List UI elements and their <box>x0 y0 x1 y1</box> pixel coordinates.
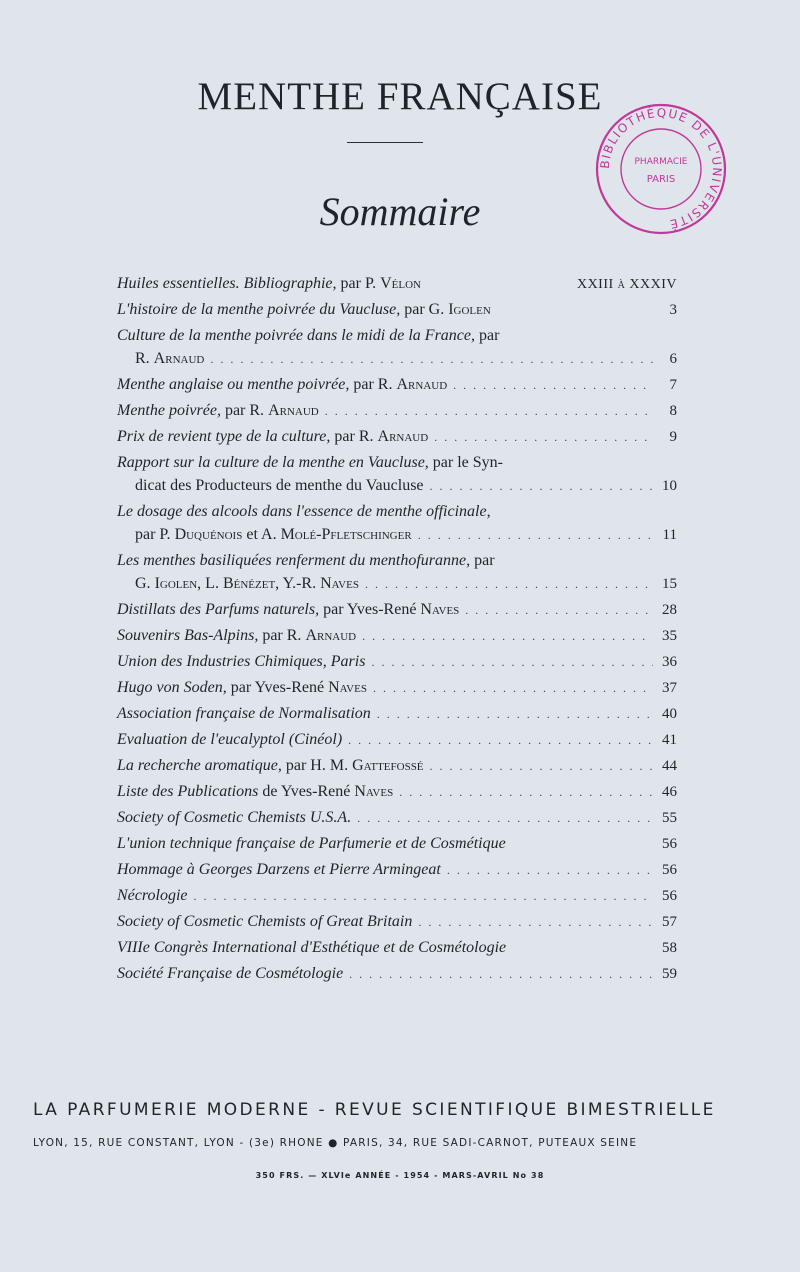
dot-leader <box>453 374 653 397</box>
toc-entry <box>117 806 677 830</box>
toc-title: Prix de revient type de la culture, <box>117 428 331 445</box>
toc-entry <box>117 624 677 648</box>
toc-title: Hommage à Georges Darzens et Pierre Armingeat <box>117 861 441 878</box>
page-number: 37 <box>662 680 677 696</box>
toc-by: par P. <box>336 275 381 292</box>
toc-line <box>117 347 677 371</box>
toc-title: Société Française de Cosmétologie <box>117 965 344 982</box>
toc-author: Igolen <box>448 301 491 318</box>
issue-info: 350 FRS. — XLVIe ANNÉE - 1954 - MARS-AVRIL No 38 <box>255 1171 545 1180</box>
title-divider <box>347 142 423 143</box>
dot-leader <box>418 524 653 547</box>
toc-line <box>117 754 677 778</box>
toc-by: par <box>475 327 500 344</box>
toc-line <box>117 298 677 322</box>
stamp-center-top: PHARMACIE <box>634 157 688 167</box>
table-of-contents <box>117 272 677 986</box>
dot-leader <box>465 599 653 622</box>
page-number: 59 <box>662 966 677 982</box>
dot-leader <box>348 729 653 752</box>
toc-by: par R. <box>349 376 397 393</box>
page-number: 35 <box>662 628 677 644</box>
toc-title: Souvenirs Bas-Alpins, <box>117 627 259 644</box>
toc-entry <box>117 780 677 804</box>
toc-entry <box>117 910 677 934</box>
toc-by: par <box>470 552 495 569</box>
toc-title: Society of Cosmetic Chemists U.S.A. <box>117 809 352 826</box>
toc-entry <box>117 324 677 371</box>
toc-entry <box>117 500 677 547</box>
page-number: 57 <box>662 914 677 930</box>
page-number: 40 <box>662 706 677 722</box>
toc-title: Le dosage des alcools dans l'essence de menthe officinale, <box>117 503 491 520</box>
toc-by: par le Syn- <box>428 454 503 471</box>
dot-leader <box>365 573 653 596</box>
toc-title: Menthe poivrée, <box>117 402 221 419</box>
toc-title: Liste des Publications <box>117 783 259 800</box>
toc-author: Duquénois <box>174 526 243 543</box>
page-number: 56 <box>662 888 677 904</box>
dot-leader <box>377 703 653 726</box>
toc-entry <box>117 549 677 596</box>
toc-author: Naves <box>320 575 359 592</box>
toc-line <box>117 373 677 397</box>
toc-entry <box>117 373 677 397</box>
dot-leader <box>357 807 653 830</box>
page-number: 11 <box>662 527 677 543</box>
toc-title: Society of Cosmetic Chemists of Great Britain <box>117 913 413 930</box>
toc-line <box>117 500 677 523</box>
toc-by: dicat des Producteurs de menthe du Vaucluse <box>135 477 424 494</box>
toc-by: par R. <box>258 627 306 644</box>
toc-line <box>117 523 677 547</box>
toc-title: VIIIe Congrès International d'Esthétique et de Cosmétologie <box>117 939 507 956</box>
toc-author: Naves <box>354 783 394 800</box>
toc-author: Vélon <box>380 275 421 292</box>
page-number: 41 <box>662 732 677 748</box>
toc-title: Menthe anglaise ou menthe poivrée, <box>117 376 350 393</box>
stamp-ring-text: BIBLIOTHÈQUE DE L'UNIVERSITÉ <box>597 105 725 232</box>
toc-entry <box>117 399 677 423</box>
toc-entry <box>117 962 677 986</box>
toc-line <box>117 702 677 726</box>
page-number: 56 <box>662 836 677 852</box>
toc-title: Union des Industries Chimiques, Paris <box>117 653 366 670</box>
toc-entry <box>117 754 677 778</box>
toc-author: Arnaud <box>153 350 205 367</box>
toc-line <box>117 474 677 498</box>
toc-by: par Yves-René <box>226 679 329 696</box>
toc-line <box>117 425 677 449</box>
toc-by: R. <box>135 350 154 367</box>
toc-line <box>117 780 677 804</box>
page-number: 7 <box>669 377 677 393</box>
toc-line <box>117 962 677 986</box>
toc-by: par R. <box>220 402 269 419</box>
dot-leader <box>210 348 653 371</box>
toc-line <box>117 624 677 648</box>
page-number: 8 <box>669 403 677 419</box>
svg-text:BIBLIOTHÈQUE DE L'UNIVERSITÉ <box>598 105 724 232</box>
page-number: XXIII à XXXIV <box>576 277 677 292</box>
toc-by: et A. <box>242 526 281 543</box>
toc-line <box>117 549 677 572</box>
toc-by: par Yves-René <box>319 601 421 618</box>
toc-entry <box>117 728 677 752</box>
toc-entry <box>117 598 677 622</box>
page-number: 6 <box>669 351 677 367</box>
toc-author: Arnaud <box>305 627 357 644</box>
publication-name: LA PARFUMERIE MODERNE - REVUE SCIENTIFIQUE BIMESTRIELLE <box>33 1100 716 1120</box>
toc-title: L'histoire de la menthe poivrée du Vaucluse, <box>117 301 401 318</box>
dot-leader <box>325 400 653 423</box>
toc-entry <box>117 884 677 908</box>
section-title: Sommaire <box>319 189 481 234</box>
toc-entry <box>117 298 677 322</box>
toc-line <box>117 910 677 934</box>
toc-line <box>117 451 677 474</box>
toc-author: Bénézet <box>222 575 276 592</box>
dot-leader <box>373 677 653 700</box>
toc-title: Hugo von Soden, <box>117 679 227 696</box>
dot-leader <box>434 426 653 449</box>
toc-author: Gattefossé <box>352 757 424 774</box>
dot-leader <box>371 651 653 674</box>
page-number: 28 <box>662 602 677 618</box>
toc-line <box>117 572 677 596</box>
toc-title: Les menthes basiliquées renferment du menthofuranne, <box>117 552 471 569</box>
toc-title: Culture de la menthe poivrée dans le midi de la France, <box>117 327 475 344</box>
page-number: 3 <box>669 302 677 318</box>
toc-author: Naves <box>420 601 460 618</box>
toc-by: par P. <box>135 526 175 543</box>
toc-by: par H. M. <box>281 757 353 774</box>
toc-line <box>117 728 677 752</box>
dot-leader <box>194 885 654 908</box>
toc-line <box>117 272 677 296</box>
toc-line <box>117 858 677 882</box>
toc-entry <box>117 650 677 674</box>
dot-leader <box>418 911 653 934</box>
page-number: 56 <box>662 862 677 878</box>
toc-entry <box>117 676 677 700</box>
page-number: 9 <box>669 429 677 445</box>
dot-leader <box>430 475 653 498</box>
dot-leader <box>349 963 653 986</box>
journal-title: MENTHE FRANÇAISE <box>197 75 603 118</box>
toc-by: , Y.-R. <box>275 575 321 592</box>
toc-entry <box>117 936 677 960</box>
toc-title: Rapport sur la culture de la menthe en Vaucluse, <box>117 454 429 471</box>
dot-leader <box>430 755 653 778</box>
toc-by: par R. <box>330 428 378 445</box>
dot-leader <box>447 859 653 882</box>
page-number: 55 <box>662 810 677 826</box>
stamp-center-bottom: PARIS <box>646 174 676 185</box>
page-number: 46 <box>662 784 677 800</box>
toc-author: Naves <box>328 679 367 696</box>
toc-line <box>117 598 677 622</box>
toc-entry <box>117 451 677 498</box>
toc-by: , L. <box>197 575 223 592</box>
toc-author: Arnaud <box>377 428 429 445</box>
dot-leader <box>399 781 653 804</box>
toc-line <box>117 676 677 700</box>
toc-line <box>117 884 677 908</box>
dot-leader <box>362 625 653 648</box>
toc-title: Nécrologie <box>117 887 188 904</box>
toc-by: de Yves-René <box>258 783 355 800</box>
toc-line <box>117 399 677 423</box>
page-number: 44 <box>662 758 677 774</box>
toc-line <box>117 324 677 347</box>
toc-title: Association française de Normalisation <box>117 705 371 722</box>
toc-entry <box>117 832 677 856</box>
toc-title: Distillats des Parfums naturels, <box>117 601 320 618</box>
toc-author: Arnaud <box>396 376 448 393</box>
toc-line <box>117 936 677 960</box>
toc-by: par G. <box>400 301 449 318</box>
toc-title: Huiles essentielles. Bibliographie, <box>117 275 337 292</box>
toc-author: Arnaud <box>268 402 319 419</box>
toc-entry <box>117 425 677 449</box>
toc-line <box>117 806 677 830</box>
toc-title: Evaluation de l'eucalyptol (Cinéol) <box>117 731 343 748</box>
toc-by: G. <box>135 575 155 592</box>
toc-line <box>117 650 677 674</box>
toc-entry <box>117 702 677 726</box>
toc-entry <box>117 272 677 296</box>
toc-entry <box>117 858 677 882</box>
toc-author: Molé-Pfletschinger <box>280 526 412 543</box>
library-stamp <box>594 102 728 236</box>
page-number: 10 <box>662 478 677 494</box>
page-number: 58 <box>662 940 677 956</box>
toc-line <box>117 832 677 856</box>
toc-title: La recherche aromatique, <box>117 757 282 774</box>
toc-title: L'union technique française de Parfumerie et de Cosmétique <box>117 835 506 852</box>
publication-address: LYON, 15, RUE CONSTANT, LYON - (3e) RHONE ● PARIS, 34, RUE SADI-CARNOT, PUTEAUX SEINE <box>33 1137 638 1149</box>
page-number: 36 <box>662 654 677 670</box>
toc-author: Igolen <box>154 575 198 592</box>
page-number: 15 <box>662 576 677 592</box>
